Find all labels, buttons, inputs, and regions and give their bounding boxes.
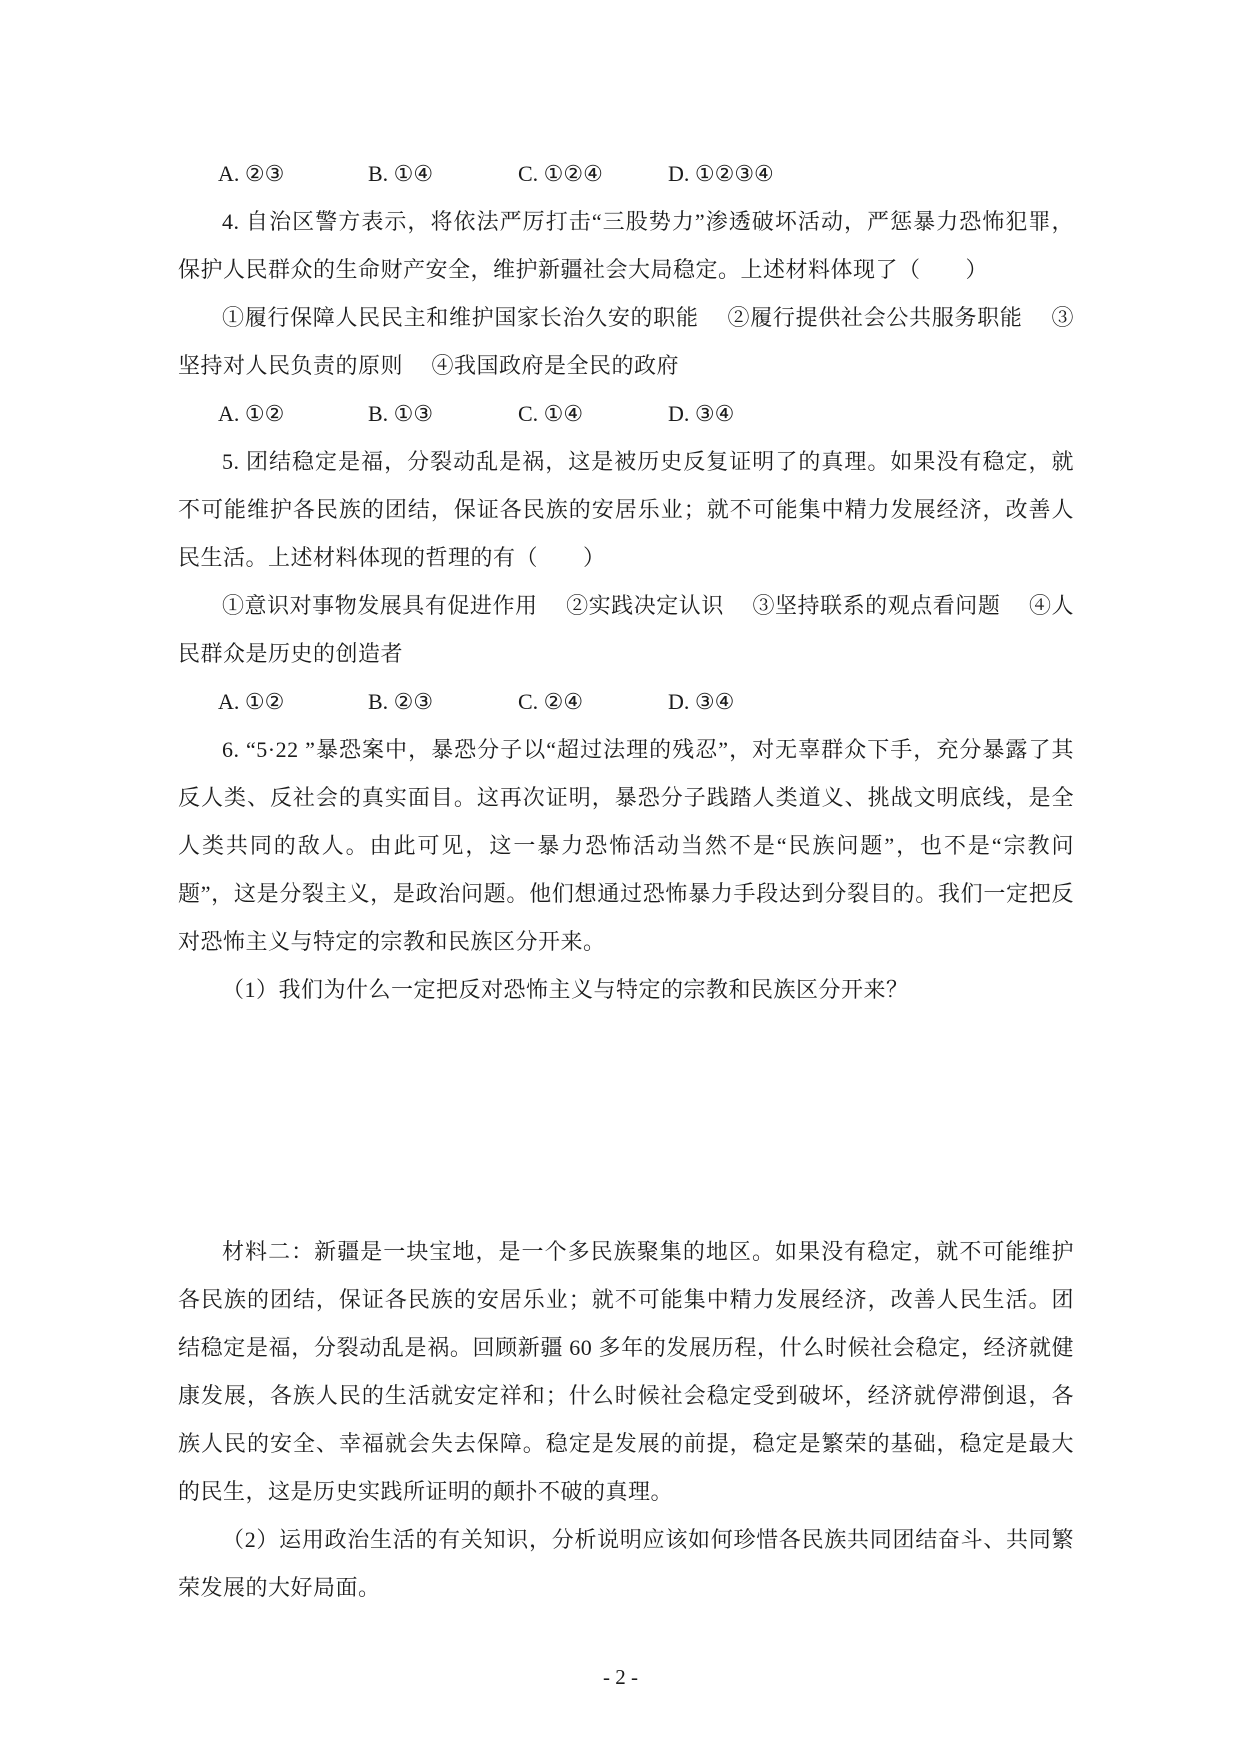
option-b: B. ①④ [368, 161, 434, 186]
option-d: D. ③④ [668, 401, 735, 426]
question-4-options [178, 390, 1074, 438]
page-number: - 2 - [603, 1665, 638, 1689]
option-a: A. ①② [218, 689, 285, 714]
option-b: B. ①③ [368, 401, 434, 426]
option-a: A. ①② [218, 401, 285, 426]
question-5-stem: 5. 团结稳定是福，分裂动乱是祸，这是被历史反复证明了的真理。如果没有稳定，就不可能维护各民族的团结，保证各民族的安居乐业；就不可能集中精力发展经济，改善人民生活。上述材料体现的哲理的有（ ） [178, 449, 1074, 570]
question-6-stem: 6. “5·22 ”暴恐案中，暴恐分子以“超过法理的残忍”，对无辜群众下手，充分暴露了其反人类、反社会的真实面目。这再次证明，暴恐分子践踏人类道义、挑战文明底线，是全人类共同的敌人。由此可见，这一暴力恐怖活动当然不是“民族问题”，也不是“宗教问题”，这是分裂主义，是政治问题。他们想通过恐怖暴力手段达到分裂目的。我们一定把反对恐怖主义与特定的宗教和民族区分开来。 [178, 737, 1074, 954]
option-c: C. ①④ [518, 401, 584, 426]
question-4-stem: 4. 自治区警方表示，将依法严厉打击“三股势力”渗透破坏活动，严惩暴力恐怖犯罪，保护人民群众的生命财产安全，维护新疆社会大局稳定。上述材料体现了（ ） [178, 209, 1074, 282]
option-a: A. ②③ [218, 161, 285, 186]
question-6-sub1: （1）我们为什么一定把反对恐怖主义与特定的宗教和民族区分开来？ [222, 977, 909, 1002]
option-d: D. ①②③④ [668, 161, 774, 186]
answer-writing-space [178, 1014, 1074, 1228]
option-c: C. ①②④ [518, 161, 603, 186]
question-6-material2: 材料二：新疆是一块宝地，是一个多民族聚集的地区。如果没有稳定，就不可能维护各民族的团结，保证各民族的安居乐业；就不可能集中精力发展经济，改善人民生活。团结稳定是福，分裂动乱是祸。回顾新疆 60 多年的发展历程，什么时候社会稳定，经济就健康发展，各族人民的生活就安定祥和；什么时候社会稳定受到破坏，经济就停滞倒退，各族人民的安全、幸福就会失去保障。稳定是发展的前提，稳定是繁荣的基础，稳定是最大的民生，这是历史实践所证明的颠扑不破的真理。 [178, 1239, 1074, 1504]
question-4-items: ①履行保障人民民主和维护国家长治久安的职能 ②履行提供社会公共服务职能 ③坚持对人民负责的原则 ④我国政府是全民的政府 [178, 305, 1074, 378]
question-6-sub2: （2）运用政治生活的有关知识，分析说明应该如何珍惜各民族共同团结奋斗、共同繁荣发展的大好局面。 [178, 1527, 1074, 1600]
question-3-options [178, 150, 1074, 198]
option-d: D. ③④ [668, 689, 735, 714]
question-5-items: ①意识对事物发展具有促进作用 ②实践决定认识 ③坚持联系的观点看问题 ④人民群众是历史的创造者 [178, 593, 1074, 666]
option-b: B. ②③ [368, 689, 434, 714]
document-body [178, 150, 1074, 1612]
option-c: C. ②④ [518, 689, 584, 714]
question-5-options [178, 678, 1074, 726]
